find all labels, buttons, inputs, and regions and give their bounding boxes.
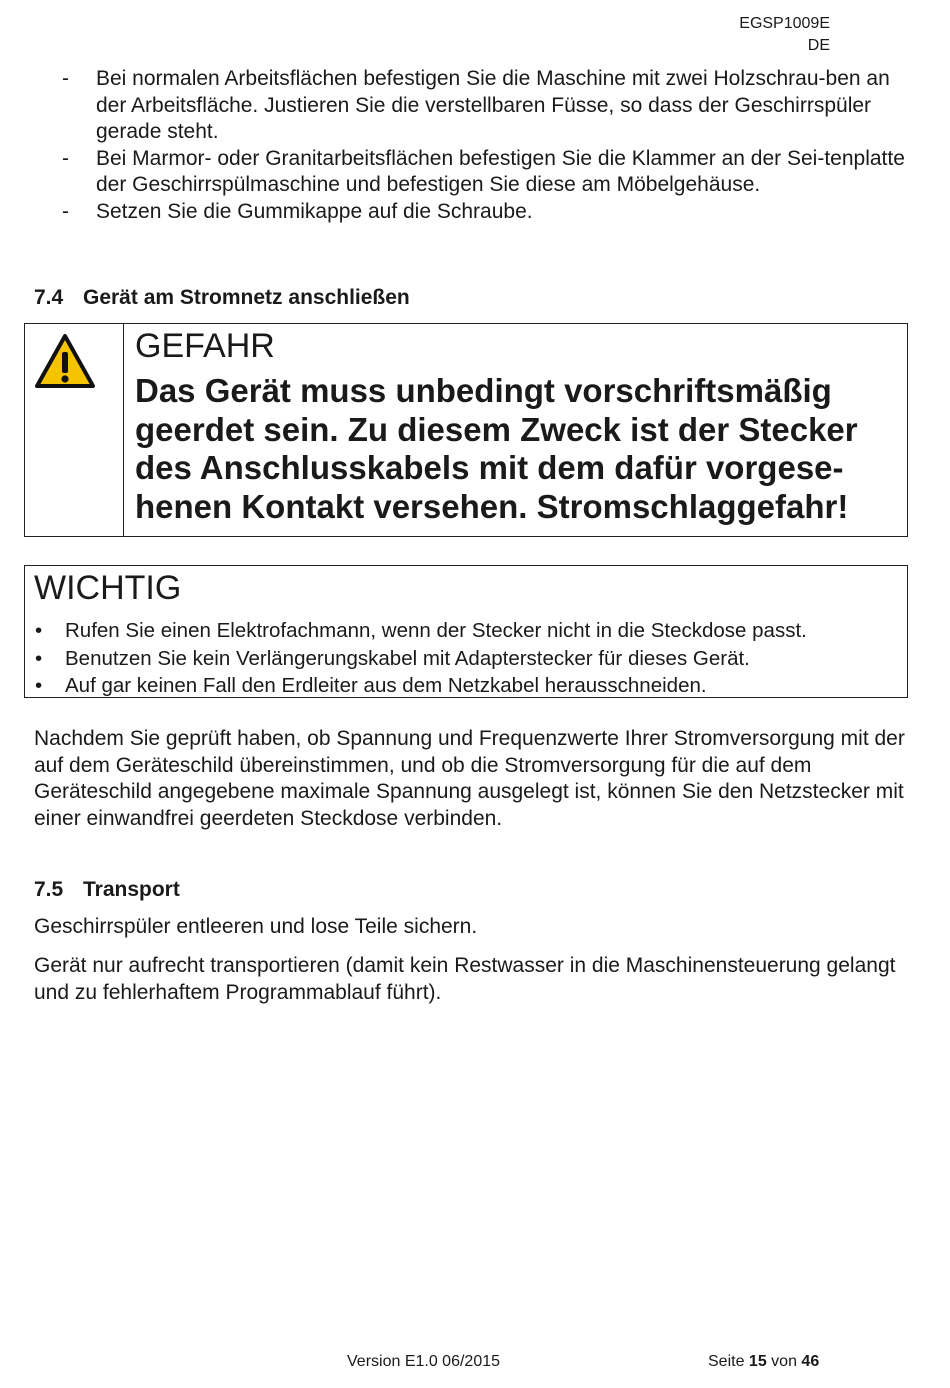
section-title: Transport bbox=[83, 878, 180, 901]
list-item: • Auf gar keinen Fall den Erdleiter aus dem Netzkabel herausschneiden. bbox=[33, 672, 807, 700]
language-code: DE bbox=[807, 37, 830, 54]
install-steps-list bbox=[62, 66, 922, 225]
warning-triangle-icon bbox=[33, 332, 97, 392]
dash-marker: - bbox=[62, 199, 69, 223]
danger-title: GEFAHR bbox=[135, 327, 275, 365]
important-box bbox=[24, 565, 908, 698]
section-number: 7.5 bbox=[34, 878, 64, 901]
important-title: WICHTIG bbox=[34, 569, 182, 607]
danger-box bbox=[24, 323, 908, 537]
list-item: • Rufen Sie einen Elektrofachmann, wenn der Stecker nicht in die Steckdose passt. bbox=[33, 617, 807, 645]
list-item: - Bei normalen Arbeitsflächen befestigen Sie die Maschine mit zwei Holzschrau-ben an der Arbeitsfläche. Justieren Sie die verstellbaren Füsse, so dass der Geschirrspüler gerade steht. bbox=[62, 67, 890, 143]
bullet-marker: • bbox=[35, 646, 43, 670]
transport-paragraph-1: Geschirrspüler entleeren und lose Teile sichern. bbox=[34, 915, 478, 938]
dash-marker: - bbox=[62, 67, 69, 90]
list-item: • Benutzen Sie kein Verlängerungskabel mit Adapterstecker für dieses Gerät. bbox=[33, 645, 807, 673]
section-number: 7.4 bbox=[34, 286, 64, 309]
transport-paragraph-2: Gerät nur aufrecht transportieren (damit kein Restwasser in die Maschinensteuerung gelangt und zu fehlerhaftem Programmablauf führt). bbox=[34, 954, 896, 1004]
dash-marker: - bbox=[62, 146, 69, 170]
footer-page-number: Seite 15 von 46 bbox=[708, 1353, 820, 1370]
section-heading-7-4 bbox=[34, 286, 410, 310]
danger-divider bbox=[123, 324, 124, 536]
bullet-marker: • bbox=[35, 619, 43, 642]
danger-text: Das Gerät muss unbedingt vorschriftsmäßig geerdet sein. Zu diesem Zweck ist der Stecker des Anschlusskabels mit dem dafür vorgese-henen Kontakt versehen. Stromschlaggefahr! bbox=[135, 372, 858, 525]
document-code: EGSP1009E bbox=[739, 15, 830, 32]
important-list bbox=[33, 617, 807, 700]
footer-version: Version E1.0 06/2015 bbox=[347, 1353, 501, 1370]
bullet-marker: • bbox=[35, 674, 43, 697]
list-item: - Bei Marmor- oder Granitarbeitsflächen befestigen Sie die Klammer an der Sei-tenplatte der Geschirrspülmaschine und befestigen Sie diese am Möbelgehäuse. bbox=[62, 146, 905, 196]
connection-paragraph: Nachdem Sie geprüft haben, ob Spannung und Frequenzwerte Ihrer Stromversorgung mit der auf dem Geräteschild übereinstimmen, und ob die Stromversorgung für die auf dem Geräteschild angegebene maximale Spannung ausgelegt ist, können Sie den Netzstecker mit einer einwandfrei geerdeten Steckdose verbinden. bbox=[34, 727, 905, 830]
section-title: Gerät am Stromnetz anschließen bbox=[83, 286, 410, 309]
section-heading-7-5 bbox=[34, 878, 180, 902]
list-item: - Setzen Sie die Gummikappe auf die Schraube. bbox=[62, 199, 922, 226]
